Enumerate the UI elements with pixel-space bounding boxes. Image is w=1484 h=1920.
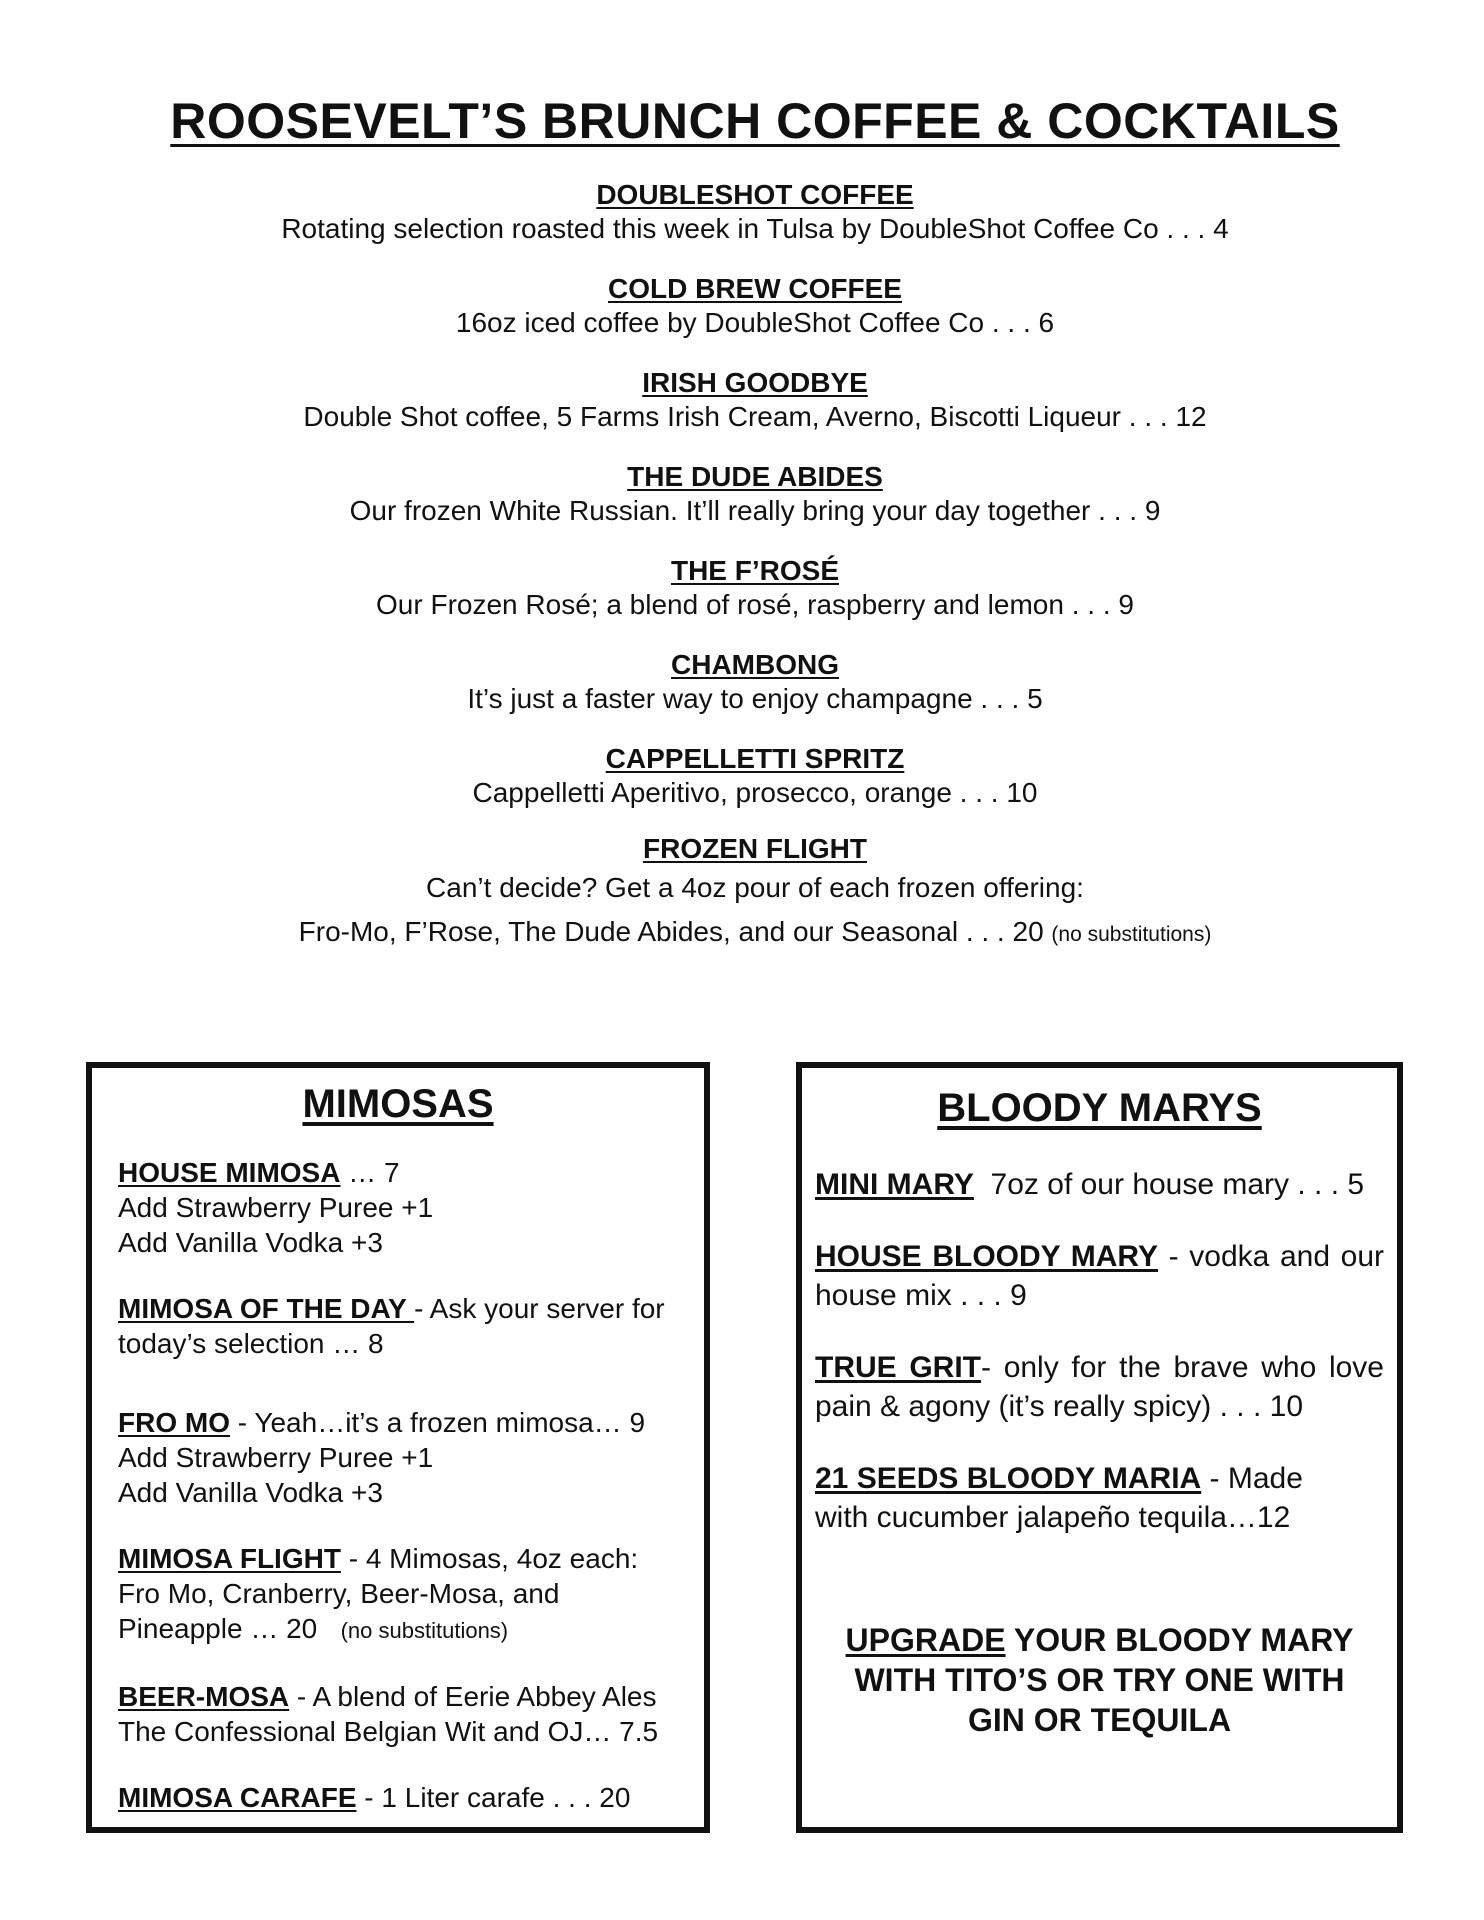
add-on: Add Strawberry Puree +1 bbox=[118, 1442, 434, 1473]
item-desc: - 4 Mimosas, 4oz each: bbox=[340, 1543, 639, 1574]
item-name: MINI MARY bbox=[815, 1168, 974, 1201]
drink-item bbox=[0, 272, 1484, 340]
item-desc: - Yeah…it’s a frozen mimosa… 9 bbox=[230, 1407, 646, 1438]
page-title: ROOSEVELT’S BRUNCH COFFEE & COCKTAILS bbox=[170, 93, 1340, 149]
item-name: HOUSE MIMOSA bbox=[118, 1157, 341, 1188]
bloody-marys-box bbox=[796, 1062, 1403, 1833]
drink-description: Our frozen White Russian. It’ll really bring your day together . . . 9 bbox=[349, 495, 1161, 526]
bloody-marys-title: BLOODY MARYS bbox=[937, 1086, 1262, 1130]
item-name: MIMOSA OF THE DAY bbox=[118, 1293, 415, 1324]
item-desc: 7oz of our house mary . . . 5 bbox=[973, 1168, 1365, 1201]
item-desc: The Confessional Belgian Wit and OJ… 7.5 bbox=[118, 1716, 659, 1747]
drink-name: CAPPELLETTI SPRITZ bbox=[605, 743, 905, 774]
item-name: FRO MO bbox=[118, 1407, 230, 1438]
drinks-list bbox=[0, 178, 1484, 983]
mimosa-item-carafe bbox=[118, 1780, 678, 1815]
drink-name: FROZEN FLIGHT bbox=[643, 833, 867, 864]
drink-item bbox=[0, 178, 1484, 246]
drink-description: Can’t decide? Get a 4oz pour of each frozen offering: bbox=[426, 872, 1084, 903]
mimosas-box bbox=[86, 1062, 710, 1833]
drink-name: THE F’ROSÉ bbox=[670, 555, 839, 586]
item-name: HOUSE BLOODY MARY bbox=[815, 1240, 1158, 1273]
item-desc: Pineapple … 20 bbox=[118, 1613, 318, 1644]
item-desc: today’s selection … 8 bbox=[118, 1328, 384, 1359]
mimosa-item-flight bbox=[118, 1541, 678, 1648]
item-desc: Fro Mo, Cranberry, Beer-Mosa, and bbox=[118, 1578, 560, 1609]
drink-name: DOUBLESHOT COFFEE bbox=[596, 179, 914, 210]
mimosa-item-beer-mosa bbox=[118, 1679, 678, 1749]
item-desc: - vodka and our house mix . . . 9 bbox=[815, 1240, 1384, 1312]
bloody-item-house bbox=[815, 1237, 1384, 1315]
drink-name: IRISH GOODBYE bbox=[642, 367, 868, 398]
mimosa-item-fro-mo bbox=[118, 1405, 678, 1510]
item-name: MIMOSA CARAFE bbox=[118, 1782, 357, 1813]
drink-item bbox=[0, 554, 1484, 622]
drink-description: Double Shot coffee, 5 Farms Irish Cream, Averno, Biscotti Liqueur . . . 12 bbox=[303, 401, 1207, 432]
drink-item bbox=[0, 366, 1484, 434]
drink-item bbox=[0, 742, 1484, 810]
no-substitutions-note: (no substitutions) bbox=[1051, 923, 1212, 946]
drink-item bbox=[0, 648, 1484, 716]
mimosas-title: MIMOSAS bbox=[302, 1082, 494, 1126]
drink-description bbox=[0, 910, 1484, 957]
drink-description: Rotating selection roasted this week in Tulsa by DoubleShot Coffee Co . . . 4 bbox=[281, 213, 1229, 244]
frozen-flight-item bbox=[0, 832, 1484, 957]
bloody-item-mini bbox=[815, 1165, 1384, 1204]
drink-name: THE DUDE ABIDES bbox=[627, 461, 883, 492]
upgrade-word: UPGRADE bbox=[845, 1622, 1006, 1658]
drink-description: Cappelletti Aperitivo, prosecco, orange . . . 10 bbox=[472, 777, 1038, 808]
drink-description: It’s just a faster way to enjoy champagne . . . 5 bbox=[467, 683, 1043, 714]
drink-description: Our Frozen Rosé; a blend of rosé, raspberry and lemon . . . 9 bbox=[376, 589, 1134, 620]
upgrade-note bbox=[815, 1620, 1384, 1740]
mimosa-item-of-the-day bbox=[118, 1291, 678, 1361]
item-name: MIMOSA FLIGHT bbox=[118, 1543, 341, 1574]
mimosa-item-house bbox=[118, 1155, 678, 1260]
add-on: Add Vanilla Vodka +3 bbox=[118, 1477, 383, 1508]
item-name: TRUE GRIT bbox=[815, 1351, 982, 1384]
item-desc: - Made bbox=[1201, 1462, 1303, 1495]
item-desc: with cucumber jalapeño tequila…12 bbox=[815, 1501, 1291, 1534]
item-name: BEER-MOSA bbox=[118, 1681, 290, 1712]
drink-item bbox=[0, 460, 1484, 528]
item-desc: - only for the brave who love pain & agony (it’s really spicy) . . . 10 bbox=[815, 1351, 1384, 1423]
no-substitutions-note: (no substitutions) bbox=[340, 1618, 509, 1643]
add-on: Add Strawberry Puree +1 bbox=[118, 1192, 434, 1223]
upgrade-text: GIN OR TEQUILA bbox=[967, 1702, 1232, 1738]
drink-description: 16oz iced coffee by DoubleShot Coffee Co . . . 6 bbox=[455, 307, 1055, 338]
item-name: 21 SEEDS BLOODY MARIA bbox=[815, 1462, 1202, 1495]
bloody-item-maria bbox=[815, 1459, 1384, 1537]
item-price: … 7 bbox=[340, 1157, 400, 1188]
drink-name: CHAMBONG bbox=[671, 649, 839, 680]
upgrade-text: WITH TITO’S OR TRY ONE WITH bbox=[854, 1662, 1345, 1698]
drink-description-text: Fro-Mo, F’Rose, The Dude Abides, and our Seasonal . . . 20 bbox=[298, 916, 1044, 947]
add-on: Add Vanilla Vodka +3 bbox=[118, 1227, 383, 1258]
drink-name: COLD BREW COFFEE bbox=[608, 273, 902, 304]
item-desc: - Ask your server for bbox=[414, 1293, 665, 1324]
item-desc: - 1 Liter carafe . . . 20 bbox=[356, 1782, 631, 1813]
item-desc: - A blend of Eerie Abbey Ales bbox=[289, 1681, 657, 1712]
bloody-item-true-grit bbox=[815, 1348, 1384, 1426]
upgrade-text: YOUR BLOODY MARY bbox=[1005, 1622, 1354, 1658]
